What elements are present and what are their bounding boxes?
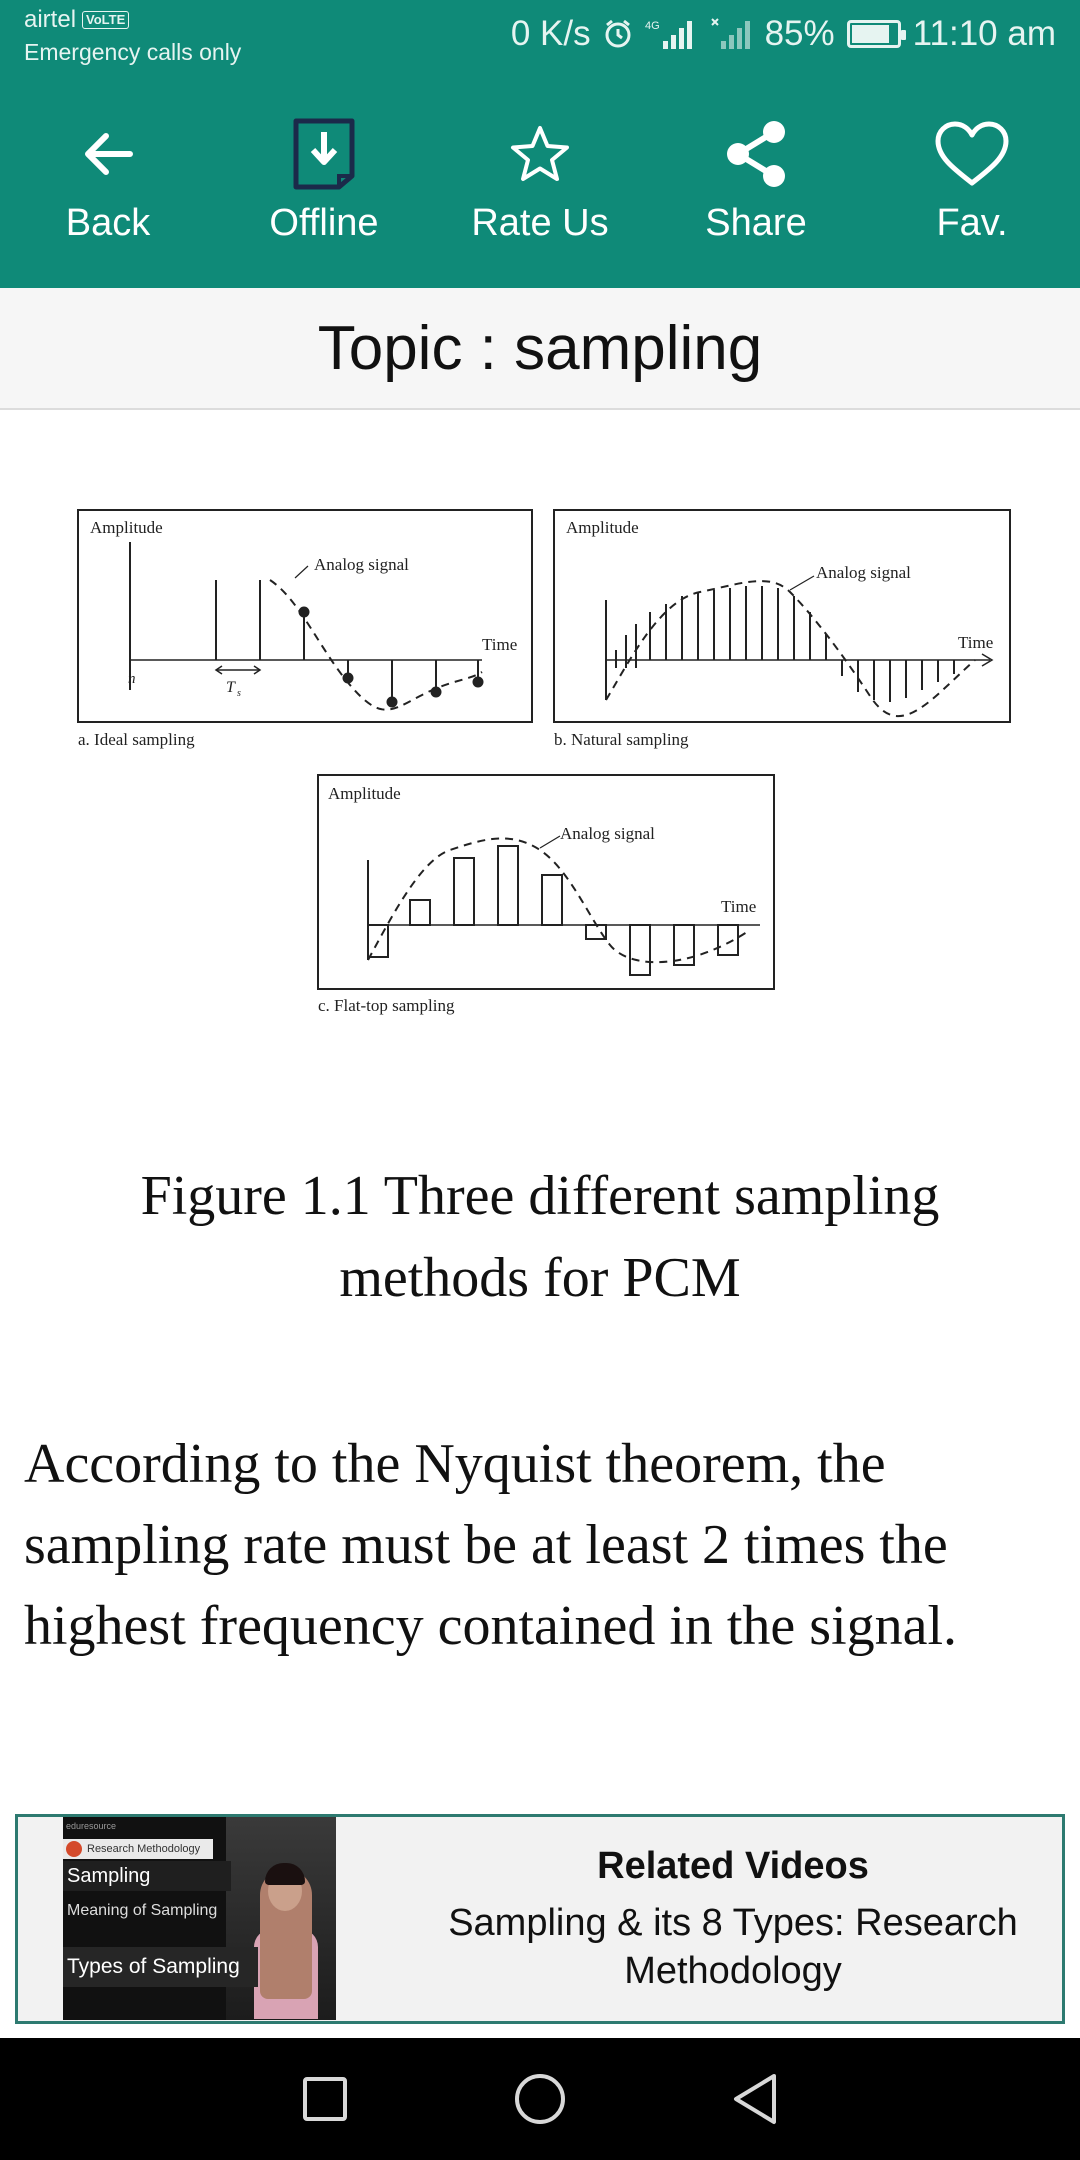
clock: 11:10 am [912, 14, 1056, 53]
rate-us-button[interactable] [432, 72, 648, 288]
triangle-icon [730, 2072, 780, 2126]
related-video-title[interactable]: Sampling & its 8 Types: Research Methodology [448, 1901, 1018, 1992]
carrier-name: airtel [24, 6, 77, 33]
system-nav-bar [0, 2038, 1080, 2160]
alarm-icon [603, 19, 633, 49]
star-icon [510, 124, 570, 184]
battery-icon [847, 20, 901, 48]
sampling-figure [70, 500, 1020, 1025]
panel-c-caption: c. Flat-top sampling [318, 996, 455, 1015]
heart-icon [934, 121, 1010, 187]
download-file-icon [293, 118, 355, 190]
panel-c-time: Time [721, 897, 757, 916]
net-type-text: 4G [644, 20, 660, 32]
status-left [24, 6, 241, 68]
nav-back-button[interactable] [725, 2069, 785, 2129]
figure-caption: Figure 1.1 Three different sampling methods for PCM [140, 1165, 940, 1309]
share-icon [720, 118, 792, 190]
related-videos-card[interactable] [15, 1814, 1065, 2024]
favorite-label: Fav. [936, 202, 1008, 244]
circle-icon [513, 2072, 567, 2126]
home-button[interactable] [510, 2069, 570, 2129]
recent-apps-button[interactable] [295, 2069, 355, 2129]
panel-a-amplitude: Amplitude [90, 518, 163, 537]
emergency-text: Emergency calls only [24, 39, 242, 65]
thumb-line-1: Meaning of Sampling [67, 1902, 218, 1919]
rate-us-label: Rate Us [471, 202, 609, 244]
video-thumbnail[interactable] [63, 1817, 336, 2020]
volte-badge: VoLTE [82, 11, 129, 29]
app-toolbar [0, 72, 1080, 288]
status-right [511, 10, 1056, 58]
back-button[interactable] [0, 72, 216, 288]
thumb-logo-icon [66, 1841, 82, 1857]
panel-a-caption: a. Ideal sampling [78, 730, 195, 749]
share-label: Share [705, 202, 807, 244]
signal-weak-icon [711, 17, 753, 51]
thumb-heading: Sampling [63, 1861, 231, 1891]
thumb-brand: eduresource [66, 1821, 117, 1831]
topic-header [0, 288, 1080, 410]
panel-c-amplitude: Amplitude [328, 784, 401, 803]
panel-c-analog: Analog signal [560, 824, 655, 843]
share-button[interactable] [648, 72, 864, 288]
thumb-line-2: Types of Sampling [63, 1947, 258, 1987]
panel-a-n: n [128, 671, 136, 687]
offline-button[interactable] [216, 72, 432, 288]
related-text [408, 1817, 1058, 2020]
panel-flat-top-sampling [318, 775, 774, 989]
square-icon [301, 2075, 349, 2123]
panel-b-amplitude: Amplitude [566, 518, 639, 537]
arrow-left-icon [80, 126, 136, 182]
panel-b-time: Time [958, 633, 994, 652]
panel-b-caption: b. Natural sampling [554, 730, 689, 749]
net-speed: 0 K/s [510, 14, 591, 53]
content-paragraph: According to the Nyquist theorem, the sampling rate must be at least 2 times the highest frequency contained in the signal. [24, 1433, 958, 1657]
panel-a-ts-sub: s [237, 688, 241, 699]
panel-natural-sampling [554, 510, 1010, 722]
thumb-course: Research Methodology [63, 1839, 213, 1859]
panel-b-analog: Analog signal [816, 563, 911, 582]
carrier [24, 6, 241, 34]
panel-a-ts: T [226, 679, 235, 696]
panel-a-analog: Analog signal [314, 555, 409, 574]
status-bar [0, 0, 1080, 72]
back-label: Back [65, 202, 151, 244]
signal-4g-icon [645, 17, 699, 51]
offline-label: Offline [269, 202, 379, 244]
panel-ideal-sampling [78, 510, 532, 722]
panel-a-time: Time [482, 635, 518, 654]
topic-title: Topic : sampling [317, 313, 763, 383]
battery-text: 85% [764, 14, 835, 53]
related-title: Related Videos [597, 1844, 869, 1887]
favorite-button[interactable] [864, 72, 1080, 288]
